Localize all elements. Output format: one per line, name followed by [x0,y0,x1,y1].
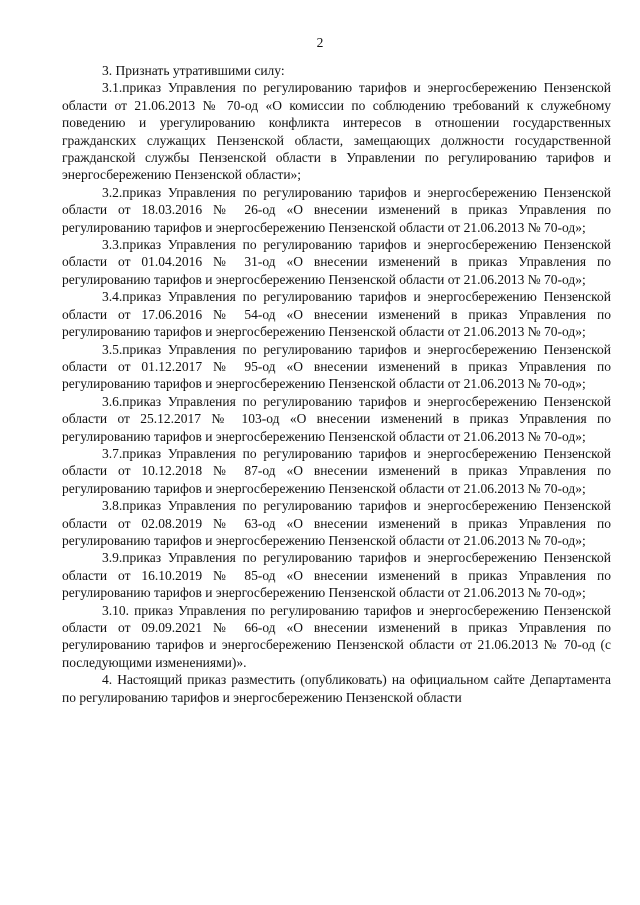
paragraph-3-9: 3.9.приказ Управления по регулированию тарифов и энергосбережению Пензенской области от 16.10.2019 № 85-од «О внесении изменений в приказ Управления по регулированию тарифов и энергосбережению Пензенской области от 21.06.2013 № 70-од»; [62,550,611,601]
paragraph-3-5: 3.5.приказ Управления по регулированию тарифов и энергосбережению Пензенской области от 01.12.2017 № 95-од «О внесении изменений в приказ Управления по регулированию тарифов и энергосбережению Пензенской области от 21.06.2013 № 70-од»; [62,341,611,392]
paragraph-3-3: 3.3.приказ Управления по регулированию тарифов и энергосбережению Пензенской области от 01.04.2016 № 31-од «О внесении изменений в приказ Управления по регулированию тарифов и энергосбережению Пензенской области от 21.06.2013 № 70-од»; [62,237,611,287]
paragraph-3-1: 3.1.приказ Управления по регулированию тарифов и энергосбережению Пензенской области от 21.06.2013 № 70-од «О комиссии по соблюдению требований к служебному поведению и урегулированию конфликта интересов в отношении государственных гражданских служащих Пензенской области, замещающих должности государственной гражданской службы Пензенской области в Управлении по регулированию тарифов и энергосбережению Пензенской области»; [62,80,611,183]
paragraph-3-8: 3.8.приказ Управления по регулированию тарифов и энергосбережению Пензенской области от 02.08.2019 № 63-од «О внесении изменений в приказ Управления по регулированию тарифов и энергосбережению Пензенской области от 21.06.2013 № 70-од»; [62,498,611,548]
paragraph-3-6: 3.6.приказ Управления по регулированию тарифов и энергосбережению Пензенской области от 25.12.2017 № 103-од «О внесении изменений в приказ Управления по регулированию тарифов и энергосбережению Пензенской области от 21.06.2013 № 70-од»; [62,393,611,444]
paragraph-3-4: 3.4.приказ Управления по регулированию тарифов и энергосбережению Пензенской области от 17.06.2016 № 54-од «О внесении изменений в приказ Управления по регулированию тарифов и энергосбережению Пензенской области от 21.06.2013 № 70-од»; [62,289,611,340]
paragraph-3-7: 3.7.приказ Управления по регулированию тарифов и энергосбережению Пензенской области от 10.12.2018 № 87-од «О внесении изменений в приказ Управления по регулированию тарифов и энергосбережению Пензенской области от 21.06.2013 № 70-од»; [62,445,611,496]
paragraph-3-2: 3.2.приказ Управления по регулированию тарифов и энергосбережению Пензенской области от 18.03.2016 № 26-од «О внесении изменений в приказ Управления по регулированию тарифов и энергосбережению Пензенской области от 21.06.2013 № 70-од»; [62,184,611,235]
page-number: 2 [316,35,324,50]
document-body [62,62,611,706]
paragraph-3-heading: 3. Признать утратившими силу: [102,63,285,78]
paragraph-4: 4. Настоящий приказ разместить (опубликовать) на официальном сайте Департамента по регулированию тарифов и энергосбережению Пензенской области [62,672,611,705]
paragraph-3-10: 3.10. приказ Управления по регулированию тарифов и энергосбережению Пензенской области от 09.09.2021 № 66-од «О внесении изменений в приказ Управления по регулированию тарифов и энергосбережению Пензенской области от 21.06.2013 № 70-од (с последующими изменениями)». [62,602,611,670]
